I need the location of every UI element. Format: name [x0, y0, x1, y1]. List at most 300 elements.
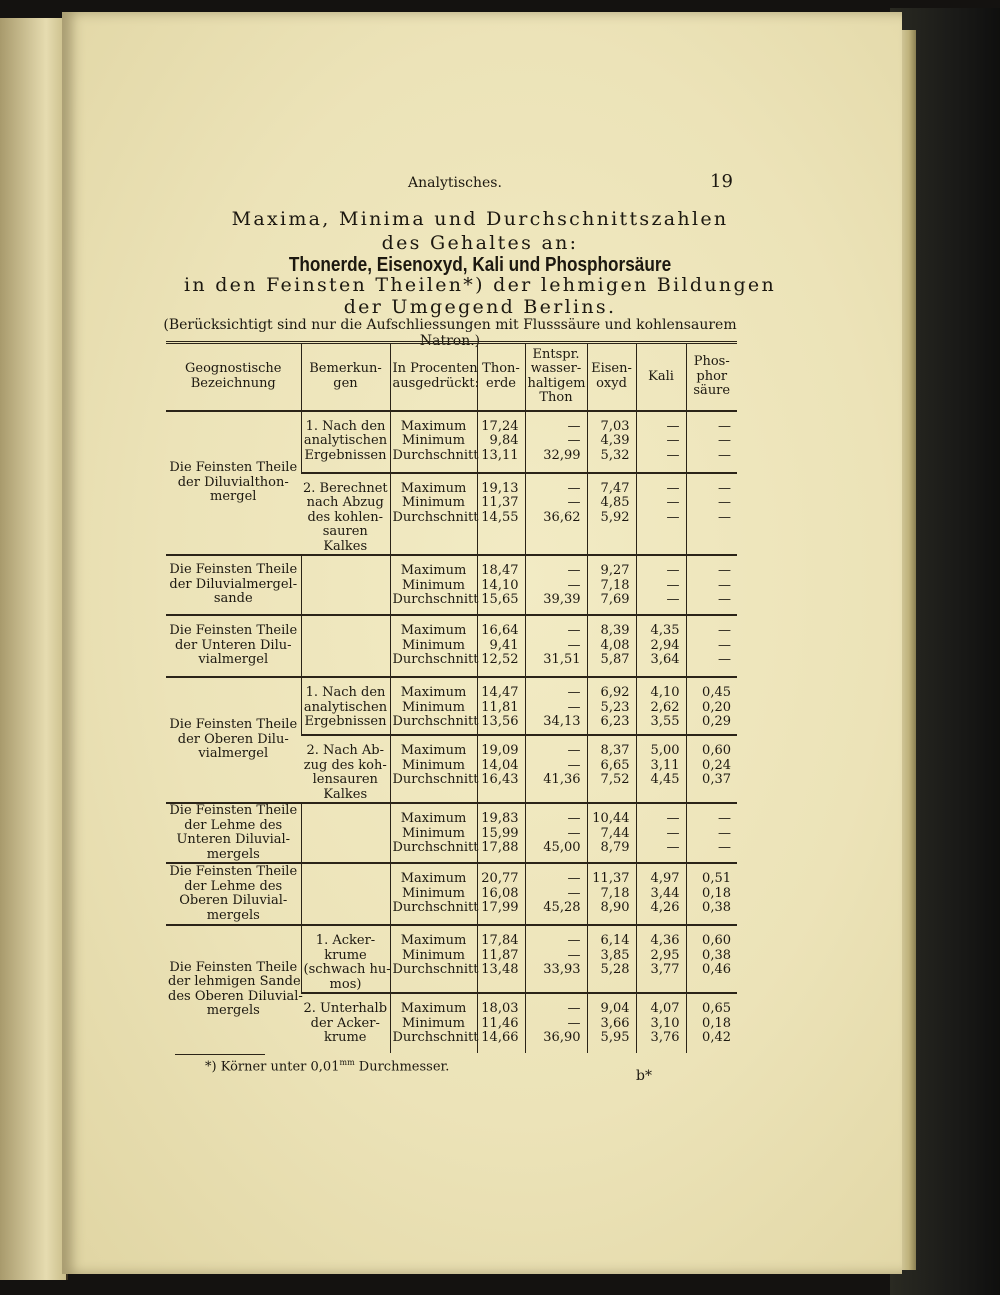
remark-line: 2. Unterhalb: [303, 1001, 388, 1016]
phosphor-value-line: —: [718, 480, 731, 496]
phosphor-value-line: 0,20: [702, 699, 731, 715]
page-number: 19: [710, 171, 733, 192]
group-name-line: Die Feinsten Theile: [169, 803, 298, 818]
stat-label-line: Maximum: [400, 480, 467, 496]
eisenoxyd-value-line: 7,69: [600, 592, 630, 607]
thon-value-line: —: [567, 699, 581, 715]
eisenoxyd-cell: [587, 735, 636, 803]
eisenoxyd-value-line: 6,23: [600, 714, 630, 729]
eisenoxyd-value-line: 6,14: [600, 933, 630, 948]
thonerde-value-line: 9,41: [489, 637, 519, 653]
phosphor-value-line: —: [718, 637, 731, 653]
running-head: [0, 171, 1000, 195]
thonerde-cell: [477, 555, 525, 615]
group-name-cell: [166, 615, 301, 677]
thonerde-cell: [477, 473, 525, 556]
stat-label-line: Maximum: [400, 1001, 467, 1016]
column-header: [301, 343, 390, 411]
thonerde-value-line: 11,37: [481, 495, 519, 510]
thonerde-value-line: 11,81: [481, 699, 519, 715]
table-row: [166, 411, 737, 473]
thon-cell: [525, 925, 587, 993]
column-header-line: Phos-: [693, 354, 730, 369]
thon-cell: [525, 735, 587, 803]
thonerde-cell: [477, 411, 525, 473]
group-name-line: Die Feinsten Theile: [169, 864, 298, 879]
group-name-line: mergel: [210, 489, 257, 504]
phosphor-cell: [686, 735, 737, 803]
eisenoxyd-value-line: 7,52: [600, 772, 630, 787]
kali-value-line: 4,97: [650, 871, 680, 886]
group-name-line: mergels: [206, 1003, 260, 1018]
phosphor-cell: [686, 473, 737, 556]
group-name-line: der Oberen Dilu-: [177, 731, 289, 747]
eisenoxyd-value-line: 5,32: [600, 447, 630, 463]
kali-value-line: 3,76: [650, 1030, 680, 1045]
group-name-line: des Oberen Diluvial-: [168, 988, 303, 1004]
group-name-line: mergels: [206, 846, 260, 862]
phosphor-value-line: —: [718, 623, 731, 638]
group-name-line: sande: [213, 591, 253, 607]
remark-line: des kohlen-: [307, 509, 383, 525]
remark-cell: [301, 615, 390, 677]
thon-value-line: —: [567, 433, 581, 448]
thonerde-cell: [477, 615, 525, 677]
thonerde-value-line: 14,55: [481, 509, 519, 525]
eisenoxyd-value-line: 7,03: [600, 418, 630, 434]
eisenoxyd-value-line: 3,85: [600, 947, 630, 963]
kali-cell: [636, 925, 686, 993]
group-name-cell: [166, 863, 301, 925]
stat-label-line: Minimum: [401, 433, 466, 448]
eisenoxyd-value-line: 9,04: [600, 1001, 630, 1016]
footnote-suffix: Durchmesser.: [354, 1059, 450, 1075]
phosphor-value-line: —: [718, 418, 731, 434]
signature-mark: b*: [636, 1068, 652, 1084]
stat-label-cell: [390, 677, 477, 735]
thon-value-line: —: [567, 418, 581, 434]
stat-label-line: Durchschnitt: [392, 1030, 479, 1045]
kali-value-line: 5,00: [650, 743, 680, 758]
thonerde-value-line: 13,11: [481, 447, 519, 463]
stat-label-cell: [390, 411, 477, 473]
column-header: [686, 343, 737, 411]
phosphor-value-line: 0,29: [702, 714, 731, 729]
phosphor-cell: [686, 615, 737, 677]
phosphor-value-line: —: [718, 433, 731, 448]
remark-line: 2. Berechnet: [303, 480, 388, 496]
thonerde-value-line: 19,83: [481, 811, 519, 826]
thon-value-line: —: [567, 933, 581, 948]
kali-value-line: 3,44: [650, 885, 680, 901]
phosphor-value-line: —: [718, 840, 731, 855]
stat-label-cell: [390, 615, 477, 677]
phosphor-value-line: —: [718, 825, 731, 841]
column-header: [390, 343, 477, 411]
eisenoxyd-cell: [587, 863, 636, 925]
remark-cell: [301, 863, 390, 925]
phosphor-cell: [686, 555, 737, 615]
kali-value-line: 2,95: [650, 947, 680, 963]
remark-cell: [301, 803, 390, 863]
kali-value-line: 2,62: [650, 699, 680, 715]
phosphor-value-line: 0,38: [702, 947, 731, 963]
stat-label-line: Maximum: [400, 685, 467, 700]
phosphor-value-line: —: [718, 592, 731, 607]
kali-cell: [636, 677, 686, 735]
column-header-line: oxyd: [596, 375, 627, 391]
group-name-line: der Lehme des: [184, 817, 283, 833]
phosphor-cell: [686, 803, 737, 863]
kali-value-line: 3,11: [650, 757, 680, 773]
group-name-line: Die Feinsten Theile: [169, 623, 298, 639]
eisenoxyd-value-line: 5,95: [600, 1030, 630, 1045]
table-row: [166, 925, 737, 993]
stat-label-line: Minimum: [401, 757, 466, 773]
stat-label-line: Minimum: [401, 947, 466, 963]
group-name-line: Die Feinsten Theile: [169, 460, 298, 475]
kali-value-line: —: [666, 825, 680, 841]
eisenoxyd-value-line: 7,47: [600, 480, 630, 496]
thonerde-cell: [477, 993, 525, 1053]
column-header-line: Entspr.: [532, 346, 580, 362]
kali-cell: [636, 555, 686, 615]
group-name-cell: [166, 803, 301, 863]
stat-label-cell: [390, 993, 477, 1053]
remark-line: zug des koh-: [303, 757, 387, 773]
thonerde-value-line: 11,87: [481, 947, 519, 963]
stat-label-line: Maximum: [400, 811, 467, 826]
kali-value-line: —: [666, 480, 680, 496]
thon-cell: [525, 677, 587, 735]
thon-value-line: 45,28: [543, 900, 581, 915]
eisenoxyd-value-line: 8,39: [600, 623, 630, 638]
thonerde-value-line: 15,65: [481, 592, 519, 607]
eisenoxyd-value-line: 7,18: [600, 885, 630, 901]
kali-cell: [636, 735, 686, 803]
thonerde-value-line: 13,56: [481, 714, 519, 729]
thonerde-value-line: 20,77: [481, 871, 519, 886]
remark-cell: [301, 411, 390, 473]
thon-value-line: —: [567, 743, 581, 758]
group-name-line: Oberen Diluvial-: [179, 893, 288, 908]
eisenoxyd-value-line: 9,27: [600, 563, 630, 578]
phosphor-value-line: 0,65: [702, 1001, 731, 1016]
thonerde-value-line: 11,46: [481, 1015, 519, 1031]
phosphor-cell: [686, 993, 737, 1053]
thon-value-line: 41,36: [543, 772, 581, 787]
remark-line: krume: [324, 947, 367, 963]
kali-value-line: —: [666, 418, 680, 434]
table-row: [166, 677, 737, 735]
thon-value-line: —: [567, 885, 581, 901]
column-header-line: säure: [693, 383, 731, 398]
thon-value-line: 36,62: [543, 509, 581, 525]
phosphor-value-line: 0,45: [702, 685, 731, 700]
kali-value-line: —: [666, 592, 680, 607]
phosphor-cell: [686, 863, 737, 925]
thon-cell: [525, 555, 587, 615]
thonerde-cell: [477, 925, 525, 993]
kali-cell: [636, 411, 686, 473]
column-header-line: Eisen-: [591, 361, 632, 377]
thon-cell: [525, 993, 587, 1053]
kali-value-line: 4,07: [650, 1001, 680, 1016]
group-name-cell: [166, 555, 301, 615]
stat-label-line: Minimum: [401, 577, 466, 593]
stat-label-line: Durchschnitt: [392, 447, 479, 463]
thon-value-line: —: [567, 495, 581, 510]
phosphor-value-line: 0,38: [702, 900, 731, 915]
heading-line-3: Thonerde, Eisenoxyd, Kali und Phosphorsäure: [288, 254, 672, 276]
eisenoxyd-value-line: 6,65: [600, 757, 630, 773]
thon-value-line: —: [567, 685, 581, 700]
thonerde-value-line: 18,47: [481, 563, 519, 578]
stat-label-cell: [390, 925, 477, 993]
thonerde-value-line: 17,88: [481, 840, 519, 855]
remark-cell: [301, 677, 390, 735]
group-name-cell: [166, 677, 301, 803]
kali-value-line: —: [666, 840, 680, 855]
thon-value-line: 45,00: [543, 840, 581, 855]
kali-value-line: 3,55: [650, 714, 680, 729]
thon-cell: [525, 473, 587, 556]
remark-line: 1. Acker-: [315, 933, 376, 948]
phosphor-value-line: —: [718, 563, 731, 578]
group-name-cell: [166, 411, 301, 556]
remark-line: der Acker-: [310, 1015, 380, 1031]
thon-cell: [525, 411, 587, 473]
thonerde-value-line: 16,08: [481, 885, 519, 901]
remark-line: nach Abzug: [306, 495, 384, 510]
column-header-line: erde: [486, 375, 516, 391]
kali-cell: [636, 803, 686, 863]
eisenoxyd-value-line: 3,66: [600, 1015, 630, 1031]
column-header-line: Bezeichnung: [190, 375, 276, 391]
group-name-line: der lehmigen Sande: [168, 974, 301, 989]
thonerde-value-line: 9,84: [489, 433, 519, 448]
thonerde-value-line: 16,43: [481, 772, 519, 787]
phosphor-cell: [686, 677, 737, 735]
eisenoxyd-value-line: 8,79: [600, 840, 630, 855]
column-header-line: ausgedrückt:: [392, 375, 479, 391]
footnote-unit: mm: [339, 1058, 355, 1067]
kali-cell: [636, 993, 686, 1053]
thon-value-line: 34,13: [543, 714, 581, 729]
phosphor-value-line: 0,42: [702, 1030, 731, 1045]
kali-cell: [636, 615, 686, 677]
group-name-line: der Diluvialthon-: [177, 474, 289, 490]
thonerde-value-line: 19,09: [481, 743, 519, 758]
eisenoxyd-value-line: 7,44: [600, 825, 630, 841]
heading-line-4: in den Feinsten Theilen*) der lehmigen Bildungen: [183, 274, 777, 296]
remark-line: krume: [324, 1030, 367, 1045]
kali-value-line: 4,10: [650, 685, 680, 700]
thonerde-value-line: 13,48: [481, 962, 519, 977]
eisenoxyd-cell: [587, 677, 636, 735]
kali-value-line: 4,36: [650, 933, 680, 948]
thon-value-line: —: [567, 825, 581, 841]
stat-label-line: Maximum: [400, 933, 467, 948]
kali-value-line: —: [666, 563, 680, 578]
thonerde-value-line: 15,99: [481, 825, 519, 841]
running-head-title: Analytisches.: [408, 175, 502, 191]
footnote-rule: [175, 1054, 265, 1055]
thonerde-value-line: 17,99: [481, 900, 519, 915]
remark-cell: [301, 555, 390, 615]
remark-line: Kalkes: [323, 538, 368, 554]
previous-page-edge: [0, 18, 68, 1280]
thon-value-line: 39,39: [543, 592, 581, 607]
thon-value-line: —: [567, 947, 581, 963]
thonerde-cell: [477, 803, 525, 863]
stat-label-line: Maximum: [400, 871, 467, 886]
thonerde-cell: [477, 677, 525, 735]
group-name-line: Die Feinsten Theile: [169, 562, 298, 578]
phosphor-value-line: —: [718, 509, 731, 525]
eisenoxyd-cell: [587, 473, 636, 556]
kali-value-line: 4,45: [650, 772, 680, 787]
thon-value-line: 31,51: [543, 652, 581, 667]
column-header-line: In Procenten: [392, 361, 478, 377]
stat-label-line: Maximum: [400, 418, 467, 434]
remark-line: sauren: [322, 524, 368, 539]
thonerde-value-line: 19,13: [481, 480, 519, 496]
eisenoxyd-value-line: 8,37: [600, 743, 630, 758]
thonerde-value-line: 14,47: [481, 685, 519, 700]
kali-value-line: 4,35: [650, 623, 680, 638]
remark-cell: [301, 735, 390, 803]
remark-line: 1. Nach den: [305, 685, 386, 700]
column-header-line: Geognostische: [185, 361, 282, 377]
stat-label-cell: [390, 863, 477, 925]
remark-line: 2. Nach Ab-: [306, 743, 385, 758]
heading-note: (Berücksichtigt sind nur die Aufschliessungen mit Flusssäure und kohlensaurem Natron.): [163, 317, 737, 349]
thonerde-value-line: 14,10: [481, 577, 519, 593]
kali-value-line: 3,10: [650, 1015, 680, 1031]
stat-label-cell: [390, 735, 477, 803]
phosphor-value-line: —: [718, 811, 731, 826]
stat-label-line: Maximum: [400, 563, 467, 578]
eisenoxyd-value-line: 4,08: [600, 637, 630, 653]
eisenoxyd-value-line: 5,92: [600, 509, 630, 525]
kali-value-line: —: [666, 509, 680, 525]
group-name-line: der Lehme des: [184, 878, 283, 894]
stat-label-line: Durchschnitt: [392, 714, 479, 729]
column-header-line: Thon: [539, 390, 573, 406]
group-name-line: der Diluvialmergel-: [169, 576, 298, 592]
kali-value-line: —: [666, 495, 680, 510]
thonerde-value-line: 16,64: [481, 623, 519, 638]
phosphor-value-line: 0,60: [702, 933, 731, 948]
eisenoxyd-value-line: 5,87: [600, 652, 630, 667]
eisenoxyd-cell: [587, 803, 636, 863]
remark-line: analytischen: [303, 433, 388, 448]
remark-line: Kalkes: [323, 786, 368, 802]
eisenoxyd-value-line: 8,90: [600, 900, 630, 915]
eisenoxyd-value-line: 4,39: [600, 433, 630, 448]
stat-label-line: Maximum: [400, 743, 467, 758]
thonerde-cell: [477, 735, 525, 803]
remark-line: Ergebnissen: [304, 447, 387, 463]
thon-value-line: —: [567, 577, 581, 593]
kali-value-line: —: [666, 433, 680, 448]
remark-line: (schwach hu-: [303, 962, 391, 977]
group-name-line: mergels: [206, 907, 260, 923]
remark-line: analytischen: [303, 699, 388, 715]
remark-cell: [301, 993, 390, 1053]
stat-label-line: Minimum: [401, 885, 466, 901]
stat-label-line: Durchschnitt: [392, 509, 479, 525]
stat-label-line: Durchschnitt: [392, 962, 479, 977]
group-name-line: vialmergel: [198, 652, 269, 668]
group-name-cell: [166, 925, 301, 1053]
thon-cell: [525, 803, 587, 863]
thon-value-line: —: [567, 623, 581, 638]
kali-value-line: —: [666, 811, 680, 826]
column-header: [636, 343, 686, 411]
thonerde-value-line: 12,52: [481, 652, 519, 667]
remark-line: 1. Nach den: [305, 418, 386, 434]
stat-label-line: Minimum: [401, 699, 466, 715]
eisenoxyd-value-line: 11,37: [592, 871, 630, 886]
kali-value-line: —: [666, 447, 680, 463]
thon-value-line: —: [567, 480, 581, 496]
remark-line: Ergebnissen: [304, 714, 387, 729]
group-name-line: der Unteren Dilu-: [174, 637, 292, 653]
column-header: [477, 343, 525, 411]
eisenoxyd-cell: [587, 555, 636, 615]
phosphor-value-line: 0,60: [702, 743, 731, 758]
stat-label-line: Minimum: [401, 495, 466, 510]
column-header-line: Thon-: [482, 361, 520, 377]
analysis-table: [166, 341, 737, 1053]
eisenoxyd-cell: [587, 993, 636, 1053]
thon-value-line: —: [567, 563, 581, 578]
phosphor-value-line: 0,18: [702, 885, 731, 901]
eisenoxyd-value-line: 5,28: [600, 962, 630, 977]
phosphor-value-line: —: [718, 447, 731, 463]
stat-label-cell: [390, 803, 477, 863]
stat-label-line: Durchschnitt: [392, 840, 479, 855]
table-header-row: [166, 343, 737, 411]
thon-value-line: —: [567, 811, 581, 826]
footnote-text: *) Körner unter 0,01: [205, 1059, 340, 1075]
column-header-line: Kali: [648, 368, 674, 384]
eisenoxyd-value-line: 10,44: [592, 811, 630, 826]
phosphor-value-line: 0,24: [702, 757, 731, 773]
thon-value-line: 36,90: [543, 1030, 581, 1045]
table-row: [166, 555, 737, 615]
column-header-line: Bemerkun-: [309, 361, 382, 377]
phosphor-value-line: —: [718, 577, 731, 593]
stat-label-line: Durchschnitt: [392, 900, 479, 915]
footnote: [205, 1058, 449, 1074]
heading-line-1: Maxima, Minima und Durchschnittszahlen: [231, 208, 729, 230]
remark-cell: [301, 473, 390, 556]
phosphor-value-line: —: [718, 495, 731, 510]
column-header-line: gen: [333, 375, 358, 391]
column-header: [525, 343, 587, 411]
phosphor-value-line: 0,18: [702, 1015, 731, 1031]
column-header-line: phor: [696, 368, 728, 384]
stat-label-cell: [390, 555, 477, 615]
heading-line-5: der Umgegend Berlins.: [343, 296, 617, 318]
table-row: [166, 863, 737, 925]
stat-label-line: Minimum: [401, 637, 466, 653]
eisenoxyd-cell: [587, 925, 636, 993]
stat-label-line: Maximum: [400, 623, 467, 638]
